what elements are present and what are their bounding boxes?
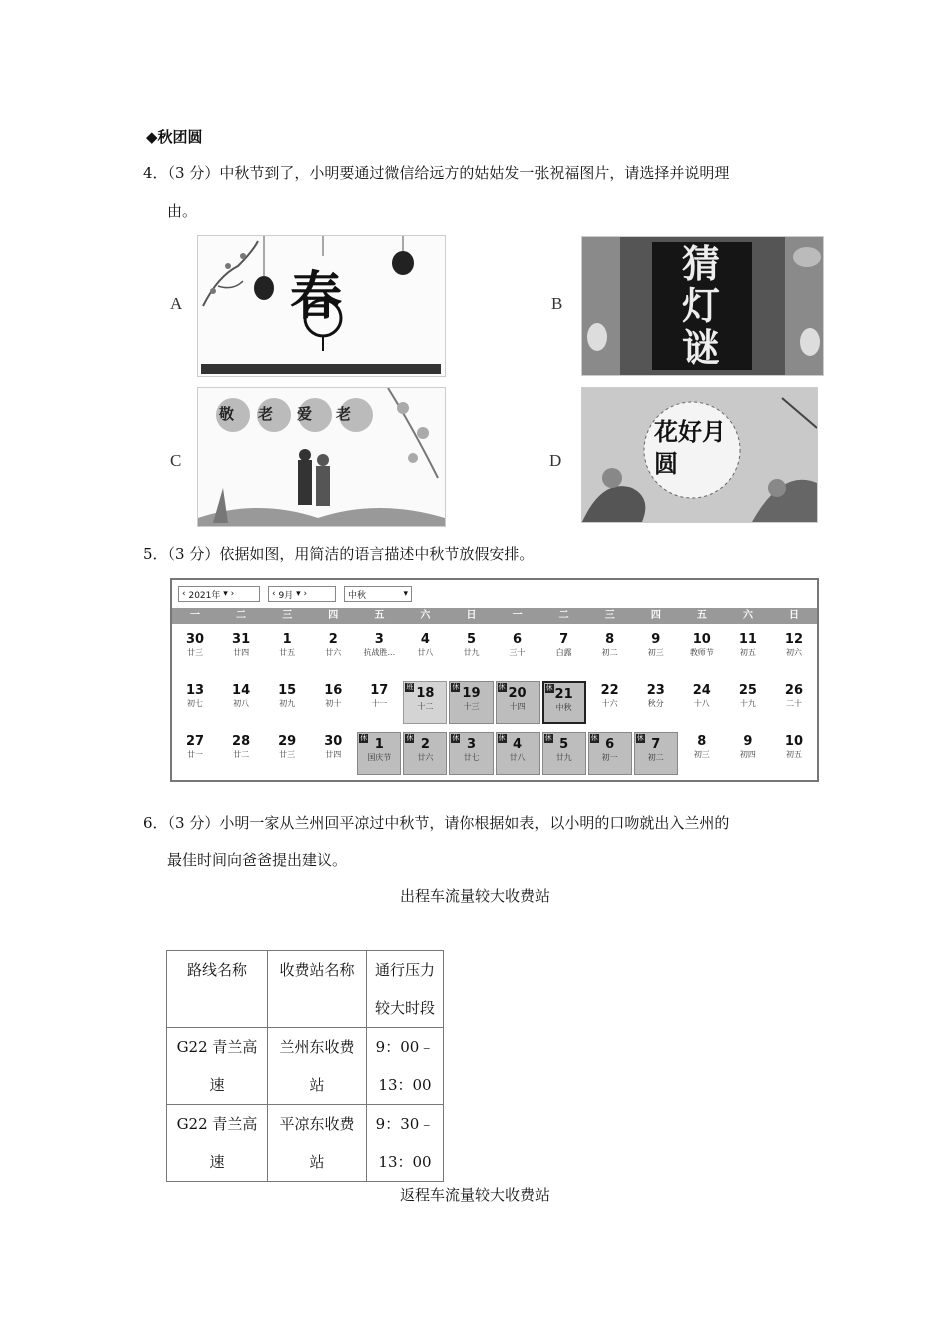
calendar-day-cell[interactable] bbox=[634, 732, 678, 775]
lunar-date: 初五 bbox=[785, 750, 802, 759]
lunar-date: 初八 bbox=[233, 699, 250, 708]
option-c-image bbox=[197, 387, 446, 527]
day-number: 9 bbox=[743, 734, 753, 749]
year-select[interactable] bbox=[178, 586, 260, 602]
day-number: 18 bbox=[416, 686, 435, 701]
calendar-day-cell[interactable] bbox=[218, 679, 264, 730]
month-value: 9月 bbox=[278, 590, 294, 601]
table-header-row bbox=[167, 951, 444, 1028]
lunar-date: 初六 bbox=[785, 648, 802, 657]
day-number: 9 bbox=[651, 632, 661, 647]
day-number: 10 bbox=[784, 734, 803, 749]
lunar-date: 秋分 bbox=[647, 699, 664, 708]
lunar-date: 十六 bbox=[601, 699, 618, 708]
day-number: 23 bbox=[646, 683, 665, 698]
calendar-day-cell[interactable] bbox=[449, 681, 493, 724]
work-day-tag: 班 bbox=[406, 683, 414, 691]
day-number: 10 bbox=[692, 632, 711, 647]
weekday-label: 一 bbox=[512, 610, 523, 621]
day-number: 30 bbox=[324, 734, 343, 749]
calendar-day-cell[interactable] bbox=[633, 628, 679, 679]
rest-day-tag: 休 bbox=[590, 734, 598, 742]
calendar-day-cell[interactable] bbox=[771, 679, 817, 730]
calendar-day-cell[interactable] bbox=[725, 679, 771, 730]
table-caption-outbound: 出程车流量较大收费站 bbox=[399, 887, 550, 905]
day-number: 25 bbox=[738, 683, 757, 698]
calendar-day-cell[interactable] bbox=[264, 628, 310, 679]
lunar-date: 十三 bbox=[463, 702, 480, 711]
lunar-date: 初七 bbox=[187, 699, 204, 708]
weekday-label: 二 bbox=[558, 610, 569, 621]
day-number: 24 bbox=[692, 683, 711, 698]
lunar-date: 初三 bbox=[647, 648, 664, 657]
route-cell: G22 青兰高速 bbox=[167, 1105, 268, 1182]
weekday-label: 三 bbox=[604, 610, 615, 621]
calendar-day-cell[interactable] bbox=[218, 628, 264, 679]
prev-month-icon[interactable]: ‹ bbox=[272, 589, 276, 599]
calendar-day-cell[interactable] bbox=[357, 732, 401, 775]
rest-day-tag: 休 bbox=[360, 734, 368, 742]
calendar-day-cell[interactable] bbox=[402, 628, 448, 679]
calendar-day-cell[interactable] bbox=[264, 730, 310, 781]
lunar-date: 抗战胜... bbox=[363, 648, 396, 657]
day-number: 4 bbox=[420, 632, 430, 647]
toll-station-table bbox=[166, 950, 444, 1182]
chevron-down-icon: ▾ bbox=[296, 589, 301, 599]
calendar-day-cell[interactable] bbox=[633, 679, 679, 730]
calendar-day-cell[interactable] bbox=[587, 679, 633, 730]
next-month-icon[interactable]: › bbox=[303, 589, 308, 599]
rest-day-tag: 休 bbox=[498, 734, 506, 742]
day-number: 2 bbox=[420, 737, 430, 752]
lunar-date: 廿八 bbox=[509, 753, 526, 762]
lunar-date: 廿九 bbox=[463, 648, 480, 657]
weekday-label: 四 bbox=[650, 610, 661, 621]
lunar-date: 十八 bbox=[693, 699, 710, 708]
option-a-label: A bbox=[170, 294, 183, 313]
calendar-day-cell[interactable] bbox=[542, 681, 586, 724]
weekday-header bbox=[172, 608, 817, 624]
question-6-text: 6．（3 分）小明一家从兰州回平凉过中秋节，请你根据如表，以小明的口吻就出入兰州的 bbox=[143, 814, 730, 832]
lunar-date: 初三 bbox=[693, 750, 710, 759]
rest-day-tag: 休 bbox=[498, 683, 506, 691]
question-4-text: 4．（3 分）中秋节到了，小明要通过微信给远方的姑姑发一张祝福图片，请选择并说明理 bbox=[143, 164, 730, 182]
lunar-date: 二十 bbox=[785, 699, 802, 708]
calendar-day-cell[interactable] bbox=[587, 628, 633, 679]
rest-day-tag: 休 bbox=[452, 734, 460, 742]
weekday-label: 二 bbox=[236, 610, 247, 621]
lunar-date: 廿一 bbox=[187, 750, 204, 759]
day-number: 1 bbox=[282, 632, 292, 647]
weekday-label: 日 bbox=[466, 610, 477, 621]
calendar-day-cell[interactable] bbox=[542, 732, 586, 775]
next-year-icon[interactable]: › bbox=[230, 589, 235, 599]
day-number: 5 bbox=[466, 632, 476, 647]
header-route: 路线名称 bbox=[167, 951, 268, 1028]
weekday-label: 一 bbox=[190, 610, 201, 621]
calendar-day-cell[interactable] bbox=[310, 730, 356, 781]
day-number: 20 bbox=[508, 686, 527, 701]
day-number: 3 bbox=[374, 632, 384, 647]
day-number: 2 bbox=[328, 632, 338, 647]
lunar-date: 十一 bbox=[371, 699, 388, 708]
calendar-day-cell[interactable] bbox=[679, 730, 725, 781]
calendar-day-cell[interactable] bbox=[771, 628, 817, 679]
day-number: 26 bbox=[784, 683, 803, 698]
calendar-day-cell[interactable] bbox=[356, 628, 402, 679]
weekday-label: 六 bbox=[742, 610, 753, 621]
calendar-day-cell[interactable] bbox=[218, 730, 264, 781]
option-c-respect-elders-text: 敬老爱老 bbox=[219, 405, 376, 423]
lunar-date: 廿五 bbox=[279, 648, 296, 657]
station-cell: 平凉东收费站 bbox=[268, 1105, 367, 1182]
period-cell: 9：00﹣13：00 bbox=[367, 1028, 444, 1105]
route-cell: G22 青兰高速 bbox=[167, 1028, 268, 1105]
weekday-label: 五 bbox=[696, 610, 707, 621]
day-number: 8 bbox=[697, 734, 707, 749]
lunar-date: 十四 bbox=[509, 702, 526, 711]
year-value: 2021年 bbox=[188, 590, 221, 601]
holiday-value: 中秋 bbox=[348, 590, 367, 601]
day-number: 14 bbox=[232, 683, 251, 698]
calendar-day-cell[interactable] bbox=[310, 628, 356, 679]
day-number: 7 bbox=[559, 632, 569, 647]
lunar-date: 廿六 bbox=[325, 648, 342, 657]
calendar-day-cell[interactable] bbox=[356, 679, 402, 730]
calendar-day-cell[interactable] bbox=[725, 628, 771, 679]
day-number: 31 bbox=[232, 632, 251, 647]
calendar-day-cell[interactable] bbox=[679, 679, 725, 730]
weekday-label: 六 bbox=[420, 610, 431, 621]
calendar-toolbar bbox=[172, 580, 817, 608]
month-select[interactable] bbox=[268, 586, 336, 602]
lunar-date: 十九 bbox=[739, 699, 756, 708]
day-number: 5 bbox=[559, 737, 569, 752]
lunar-date: 廿三 bbox=[279, 750, 296, 759]
day-number: 7 bbox=[651, 737, 661, 752]
chevron-down-icon: ▾ bbox=[403, 589, 408, 599]
table-row bbox=[167, 1028, 444, 1105]
lunar-date: 教师节 bbox=[689, 648, 714, 657]
weekday-label: 日 bbox=[789, 610, 800, 621]
prev-year-icon[interactable]: ‹ bbox=[182, 589, 186, 599]
calendar-day-cell[interactable] bbox=[403, 732, 447, 775]
day-number: 22 bbox=[600, 683, 619, 698]
lunar-date: 白露 bbox=[555, 648, 572, 657]
calendar-day-cell[interactable] bbox=[172, 730, 218, 781]
calendar-day-cell[interactable] bbox=[172, 679, 218, 730]
day-number: 8 bbox=[605, 632, 615, 647]
holiday-select[interactable] bbox=[344, 586, 412, 602]
chevron-down-icon: ▾ bbox=[223, 589, 228, 599]
day-number: 21 bbox=[554, 687, 573, 702]
weekday-label: 三 bbox=[282, 610, 293, 621]
day-number: 28 bbox=[232, 734, 251, 749]
day-number: 19 bbox=[462, 686, 481, 701]
weekday-label: 四 bbox=[328, 610, 339, 621]
calendar-day-cell[interactable] bbox=[496, 681, 540, 724]
day-number: 4 bbox=[513, 737, 523, 752]
lunar-date: 廿六 bbox=[417, 753, 434, 762]
weekday-label: 五 bbox=[374, 610, 385, 621]
question-5-text: 5．（3 分）依据如图，用简洁的语言描述中秋节放假安排。 bbox=[143, 545, 535, 563]
calendar-widget bbox=[170, 578, 819, 782]
period-cell: 9：30﹣13：00 bbox=[367, 1105, 444, 1182]
day-number: 15 bbox=[278, 683, 297, 698]
header-station: 收费站名称 bbox=[268, 951, 367, 1028]
lunar-date: 廿四 bbox=[233, 648, 250, 657]
lunar-date: 廿二 bbox=[233, 750, 250, 759]
option-a-image bbox=[197, 235, 446, 377]
calendar-day-cell[interactable] bbox=[679, 628, 725, 679]
calendar-day-cell[interactable] bbox=[725, 730, 771, 781]
calendar-day-cell[interactable] bbox=[449, 732, 493, 775]
calendar-day-cell[interactable] bbox=[771, 730, 817, 781]
calendar-day-cell[interactable] bbox=[448, 628, 494, 679]
calendar-day-cell[interactable] bbox=[588, 732, 632, 775]
table-caption-return: 返程车流量较大收费站 bbox=[399, 1186, 550, 1204]
calendar-day-cell[interactable] bbox=[495, 628, 541, 679]
calendar-grid bbox=[172, 624, 817, 781]
day-number: 13 bbox=[185, 683, 205, 698]
day-number: 16 bbox=[324, 683, 343, 698]
header-period: 通行压力较大时段 bbox=[367, 951, 444, 1028]
day-number: 11 bbox=[738, 632, 757, 647]
calendar-day-cell[interactable] bbox=[496, 732, 540, 775]
day-number: 27 bbox=[185, 734, 205, 749]
question-4-text-cont: 由。 bbox=[167, 202, 198, 220]
lunar-date: 三十 bbox=[509, 648, 526, 657]
lunar-date: 国庆节 bbox=[367, 753, 392, 762]
lunar-date: 十二 bbox=[417, 702, 434, 711]
option-b-riddle-text: 猜灯谜 bbox=[682, 241, 721, 370]
lunar-date: 廿七 bbox=[463, 753, 480, 762]
rest-day-tag: 休 bbox=[545, 684, 553, 692]
lunar-date: 中秋 bbox=[555, 703, 572, 712]
option-d-image bbox=[581, 387, 818, 523]
lunar-date: 初二 bbox=[647, 753, 664, 762]
lunar-date: 廿三 bbox=[187, 648, 204, 657]
lunar-date: 廿四 bbox=[325, 750, 342, 759]
calendar-day-cell[interactable] bbox=[264, 679, 310, 730]
section-title: ◆秋团圆 bbox=[146, 128, 203, 146]
day-number: 6 bbox=[605, 737, 615, 752]
lunar-date: 廿九 bbox=[555, 753, 572, 762]
lunar-date: 廿八 bbox=[417, 648, 434, 657]
day-number: 30 bbox=[185, 632, 205, 647]
option-d-label: D bbox=[549, 451, 562, 470]
calendar-day-cell[interactable] bbox=[310, 679, 356, 730]
option-b-label: B bbox=[551, 294, 563, 313]
rest-day-tag: 休 bbox=[544, 734, 552, 742]
lunar-date: 初九 bbox=[279, 699, 296, 708]
station-cell: 兰州东收费站 bbox=[268, 1028, 367, 1105]
lunar-date: 初一 bbox=[601, 753, 618, 762]
rest-day-tag: 休 bbox=[406, 734, 414, 742]
day-number: 3 bbox=[466, 737, 476, 752]
option-b-image bbox=[581, 236, 824, 376]
rest-day-tag: 休 bbox=[452, 683, 460, 691]
option-d-moon-text: 花好月圆 bbox=[654, 417, 726, 478]
option-c-label: C bbox=[170, 451, 182, 470]
lunar-date: 初十 bbox=[325, 699, 342, 708]
calendar-day-cell[interactable] bbox=[403, 681, 447, 724]
day-number: 29 bbox=[278, 734, 297, 749]
day-number: 1 bbox=[374, 737, 384, 752]
option-a-chun-character: 春 bbox=[290, 266, 343, 327]
table-row bbox=[167, 1105, 444, 1182]
day-number: 12 bbox=[784, 632, 803, 647]
lunar-date: 初五 bbox=[739, 648, 756, 657]
rest-day-tag: 休 bbox=[636, 734, 644, 742]
lunar-date: 初四 bbox=[739, 750, 756, 759]
lunar-date: 初二 bbox=[601, 648, 618, 657]
day-number: 17 bbox=[370, 683, 389, 698]
calendar-day-cell[interactable] bbox=[541, 628, 587, 679]
day-number: 6 bbox=[513, 632, 523, 647]
calendar-day-cell[interactable] bbox=[172, 628, 218, 679]
question-6-text-cont: 最佳时间向爸爸提出建议。 bbox=[167, 851, 348, 869]
